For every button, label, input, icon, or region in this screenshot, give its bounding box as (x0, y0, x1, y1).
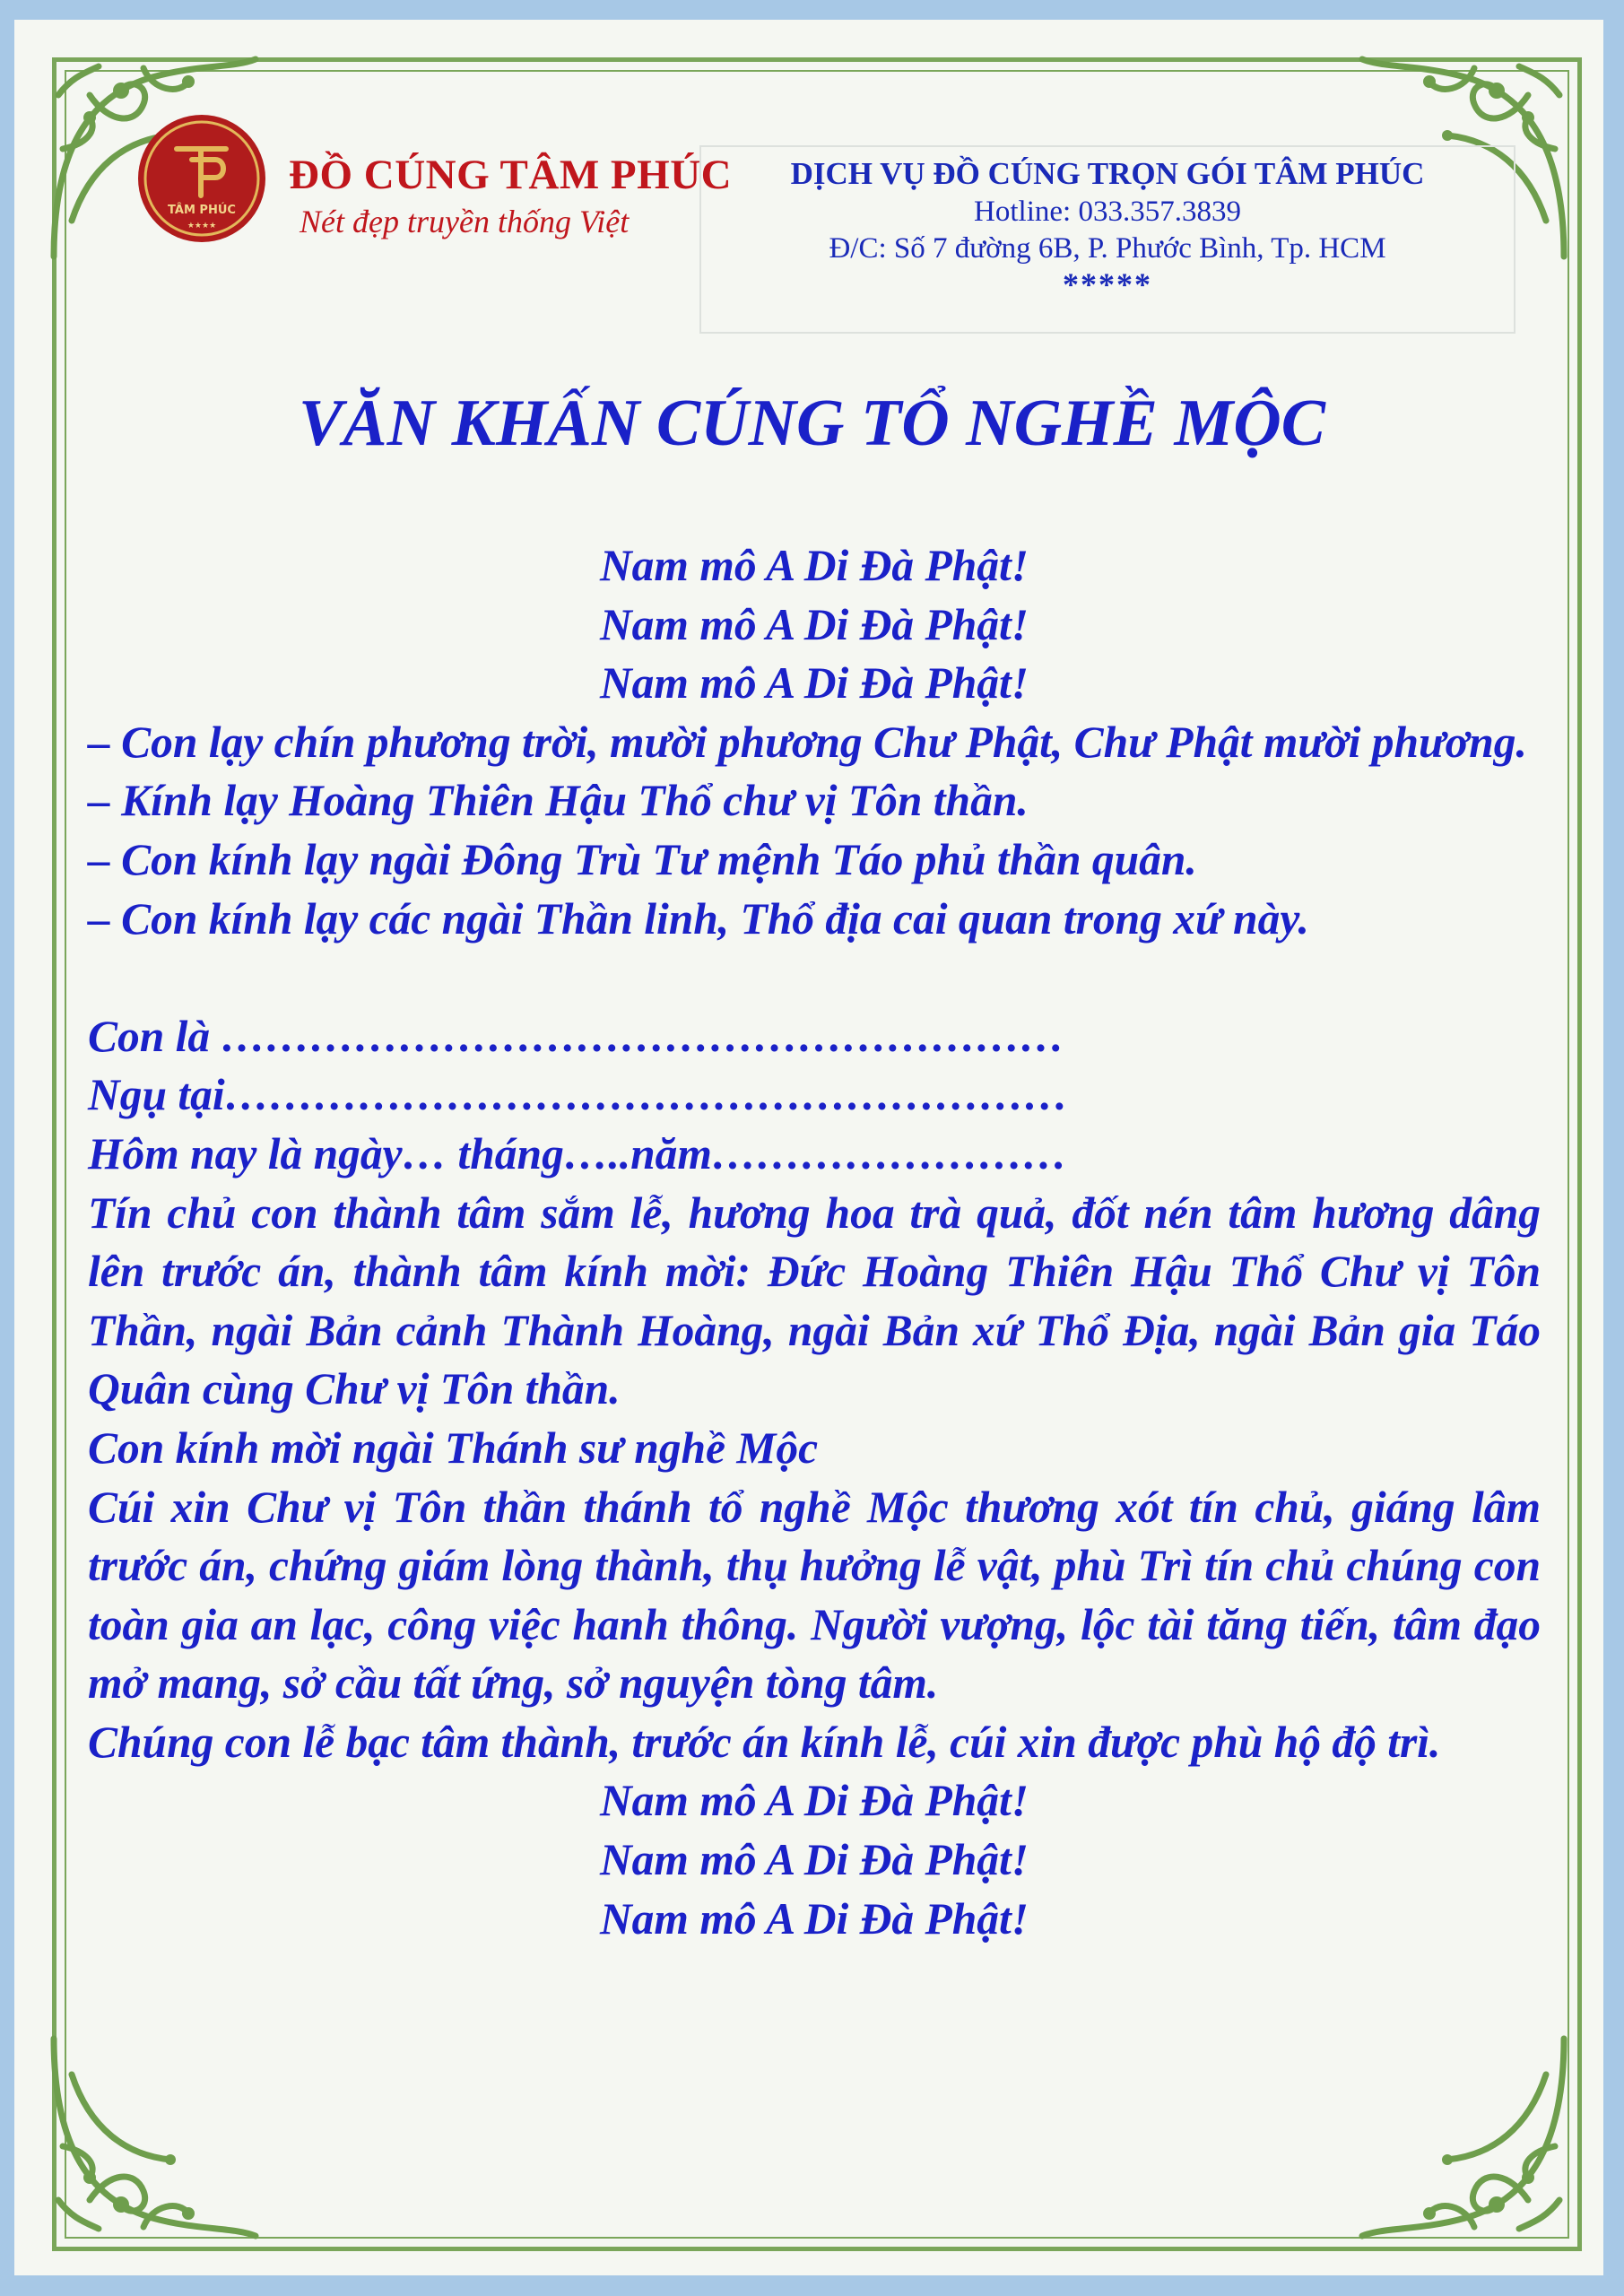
service-name: DỊCH VỤ ĐỒ CÚNG TRỌN GÓI TÂM PHÚC (790, 156, 1425, 191)
floral-corner-ornament (1349, 2021, 1582, 2254)
page-title: VĂN KHẤN CÚNG TỔ NGHỀ MỘC (298, 387, 1326, 460)
closing-chant: Nam mô A Di Đà Phật! (599, 1893, 1029, 1944)
date-field: Hôm nay là ngày… tháng…..năm…………………… (88, 1128, 1067, 1178)
decorative-stars: ***** (1063, 266, 1152, 302)
opening-chant: Nam mô A Di Đà Phật! (599, 541, 1029, 590)
floral-corner-ornament (36, 2021, 269, 2254)
address: Đ/C: Số 7 đường 6B, P. Phước Bình, Tp. HCM (829, 232, 1386, 265)
prayer-text (88, 536, 1541, 1948)
logo-text: TÂM PHÚC (168, 204, 236, 217)
prayer-paragraph: Chúng con lễ bạc tâm thành, trước án kính lễ, cúi xin được phù hộ độ trì. (88, 1717, 1441, 1767)
opening-chant: Nam mô A Di Đà Phật! (599, 658, 1029, 709)
brand-slogan: Nét đẹp truyền thống Việt (300, 204, 630, 239)
hotline: Hotline: 033.357.3839 (974, 196, 1241, 228)
closing-chant: Nam mô A Di Đà Phật! (599, 1835, 1029, 1885)
prayer-paragraph: Con kính mời ngài Thánh sư nghề Mộc (88, 1422, 819, 1473)
brand-name: ĐỒ CÚNG TÂM PHÚC (289, 152, 733, 198)
address-field: Ngụ tại………………………………………………… (88, 1070, 1069, 1120)
opening-chant: Nam mô A Di Đà Phật! (599, 599, 1029, 649)
prayer-paragraph: Cúi xin Chư vị Tôn thần thánh tổ nghề Mộc thương xót tín chủ, giáng lâm trước án, chứng giám lòng thành, thụ hưởng lễ vật, phù Trì tín chủ chúng con toàn gia an lạc, công việc hanh thông. Người vượng, lộc tài tăng tiến, tâm đạo mở mang, sở cầu tất ứng, sở nguyện tòng tâm. (88, 1482, 1541, 1709)
tam-phuc-logo-icon (136, 113, 267, 244)
closing-chant: Nam mô A Di Đà Phật! (599, 1776, 1029, 1826)
invocation-line: – Con lạy chín phương trời, mười phương Chư Phật, Chư Phật mười phương. (88, 717, 1527, 767)
service-info-box (699, 145, 1515, 334)
name-field: Con là ………………………………………………… (88, 1011, 1065, 1061)
logo-stars: ★★★★ (187, 222, 217, 230)
prayer-paragraph: Tín chủ con thành tâm sắm lễ, hương hoa trà quả, đốt nén tâm hương dâng lên trước án, thành tâm kính mời: Đức Hoàng Thiên Hậu Thổ Chư vị Tôn Thần, ngài Bản cảnh Thành Hoàng, ngài Bản xứ Thổ Địa, ngài Bản gia Táo Quân cùng Chư vị Tôn thần. (88, 1187, 1541, 1414)
invocation-line: – Con kính lạy các ngài Thần linh, Thổ địa cai quan trong xứ này. (88, 893, 1309, 944)
invocation-line: – Kính lạy Hoàng Thiên Hậu Thổ chư vị Tôn thần. (88, 776, 1029, 826)
invocation-line: – Con kính lạy ngài Đông Trù Tư mệnh Táo phủ thần quân. (88, 834, 1197, 884)
